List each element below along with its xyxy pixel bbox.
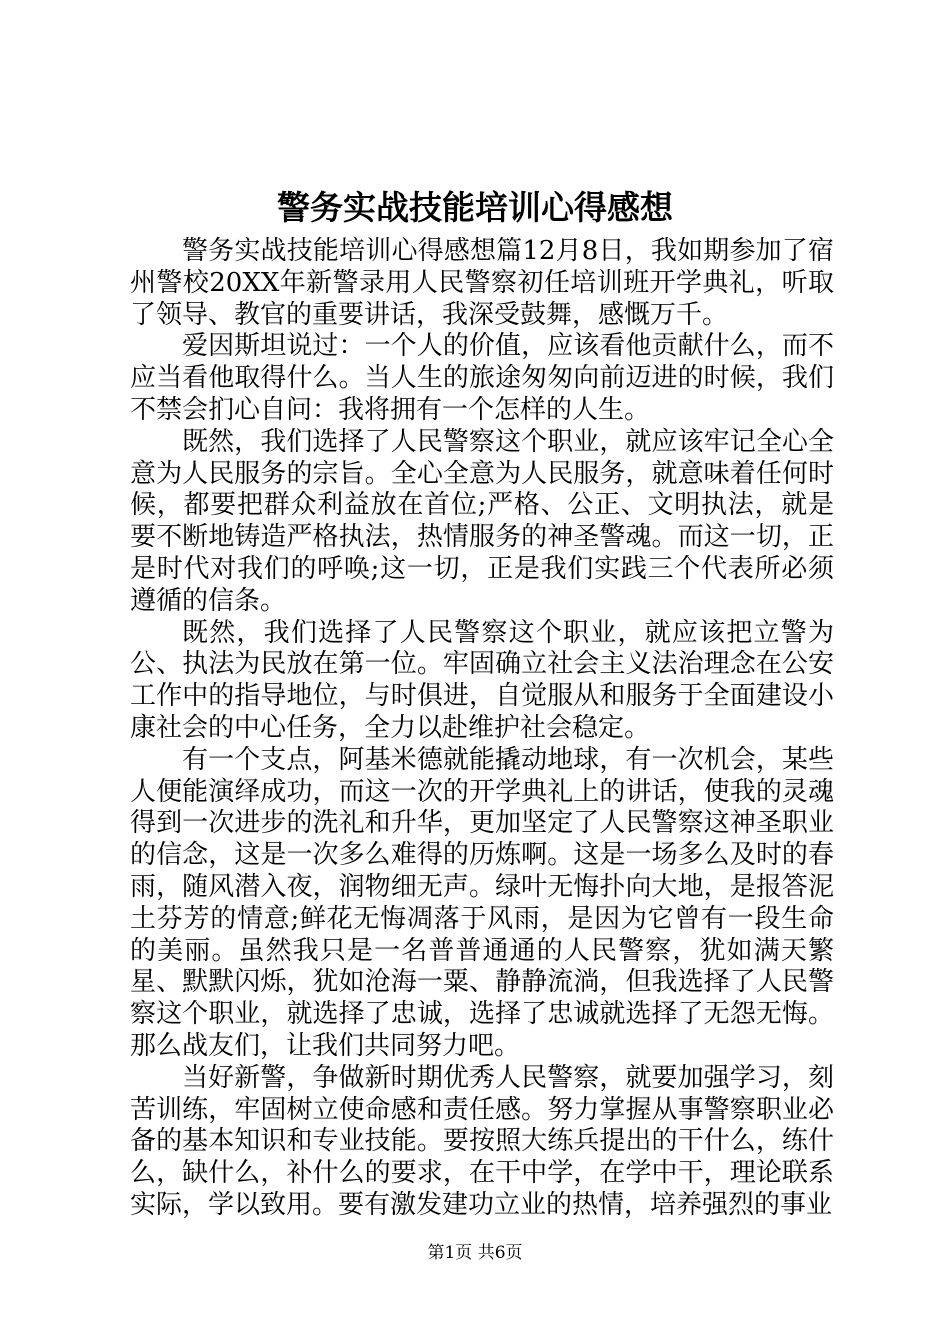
document-title: 警务实战技能培训心得感想 xyxy=(277,188,673,227)
paragraph: 既然，我们选择了人民警察这个职业，就应该把立警为公、执法为民放在第一位。牢固确立社会主义法治理念在公安工作中的指导地位，与时俱进，自觉服从和服务于全面建设小康社会的中心任务，全力以赴维护社会稳定。 xyxy=(130,617,834,743)
paragraph: 既然，我们选择了人民警察这个职业，就应该牢记全心全意为人民服务的宗旨。全心全意为人民服务，就意味着任何时候，都要把群众利益放在首位;严格、公正、文明执法，就是要不断地铸造严格执法，热情服务的神圣警魂。而这一切，正是时代对我们的呼唤;这一切，正是我们实践三个代表所必须遵循的信条。 xyxy=(130,426,834,616)
paragraph: 有一个支点，阿基米德就能撬动地球，有一次机会，某些人便能演绎成功，而这一次的开学典礼上的讲话，使我的灵魂得到一次进步的洗礼和升华，更加坚定了人民警察这神圣职业的信念，这是一次多么难得的历炼啊。这是一场多么及时的春雨，随风潜入夜，润物细无声。绿叶无悔扑向大地，是报答泥土芬芳的情意;鲜花无悔凋落于风雨，是因为它曾有一段生命的美丽。虽然我只是一名普普通通的人民警察，犹如满天繁星、默默闪烁，犹如沧海一粟、静静流淌，但我选择了人民警察这个职业，就选择了忠诚，选择了忠诚就选择了无怨无悔。那么战友们，让我们共同努力吧。 xyxy=(130,744,834,1061)
paragraph: 爱因斯坦说过：一个人的价值，应该看他贡献什么，而不应当看他取得什么。当人生的旅途匆匆向前迈进的时候，我们不禁会扪心自问：我将拥有一个怎样的人生。 xyxy=(130,331,834,425)
paragraph: 当好新警，争做新时期优秀人民警察，就要加强学习，刻苦训练，牢固树立使命感和责任感。努力掌握从事警察职业必备的基本知识和专业技能。要按照大练兵提出的干什么，练什么，缺什么，补什么的要求，在干中学，在学中干，理论联系实际，学以致用。要有激发建功立业的热情，培养强烈的事业 xyxy=(130,1062,834,1220)
paragraph: 警务实战技能培训心得感想篇12月8日，我如期参加了宿州警校20XX年新警录用人民警察初任培训班开学典礼，听取了领导、教官的重要讲话，我深受鼓舞，感慨万千。 xyxy=(130,236,834,330)
document-body xyxy=(130,236,834,1222)
page-number-footer: 第1页 共6页 xyxy=(427,1243,523,1263)
